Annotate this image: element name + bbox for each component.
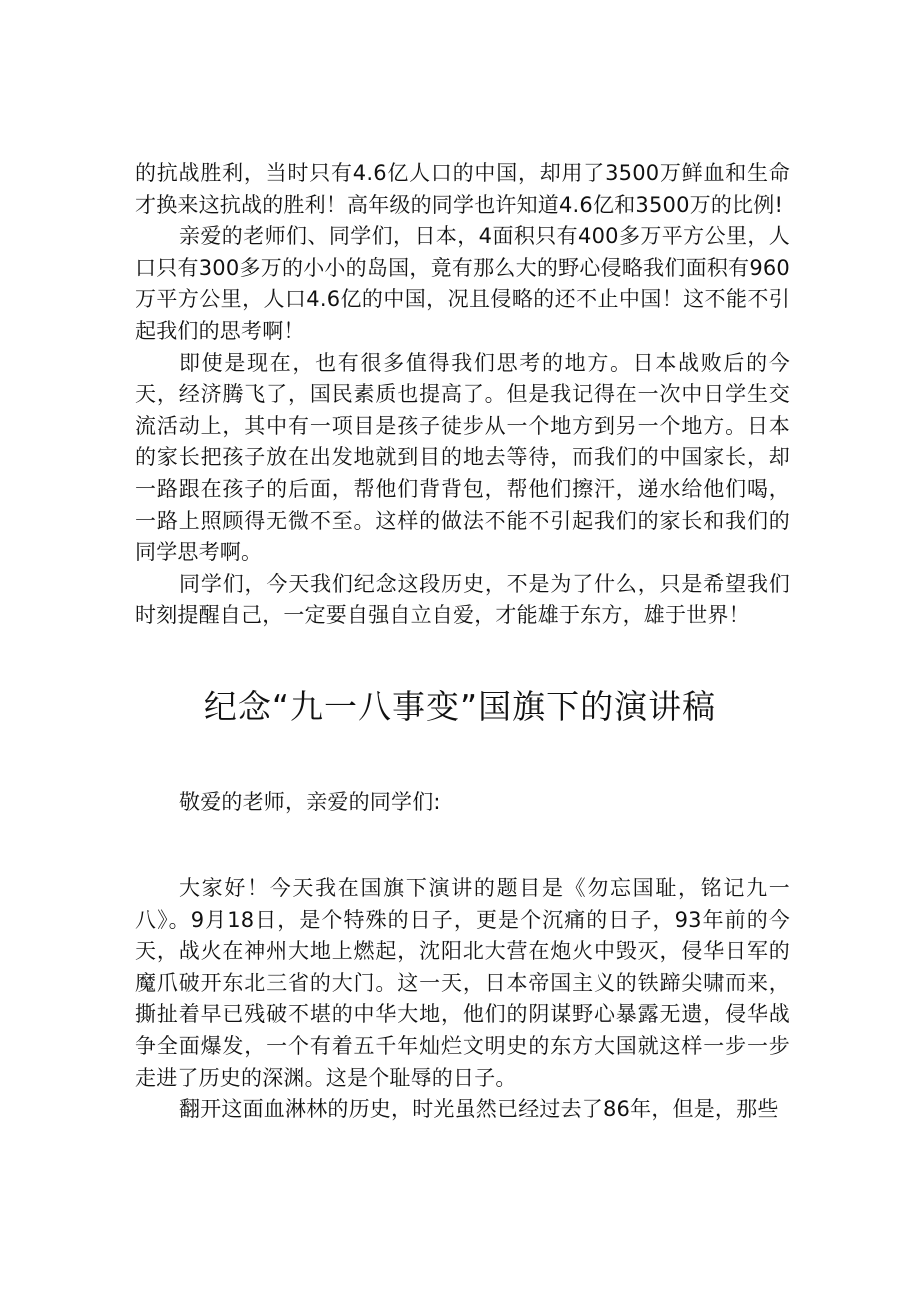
speech-title: 纪念“九一八事变”国旗下的演讲稿 <box>203 687 717 726</box>
salutation: 敬爱的老师，亲爱的同学们: <box>179 790 441 814</box>
paragraph: 的抗战胜利，当时只有4.6亿人口的中国，却用了3500万鲜血和生命才换来这抗战的胜利！高年级的同学也许知道4.6亿和3500万的比例! <box>135 161 790 217</box>
speech-body <box>135 873 790 1126</box>
paragraph: 亲爱的老师们、同学们，日本，4面积只有400多万平方公里，人口只有300多万的小小的岛国，竟有那么大的野心侵略我们面积有960万平方公里，人口4.6亿的中国，况且侵略的还不止中国！这不能不引起我们的思考啊！ <box>135 224 790 343</box>
salutation-block <box>135 787 790 819</box>
paragraph: 翻开这面血淋林的历史，时光虽然已经过去了86年，但是，那些 <box>179 1097 779 1122</box>
paragraph: 同学们，今天我们纪念这段历史，不是为了什么，只是希望我们时刻提醒自己，一定要自强自立自爱，才能雄于东方，雄于世界！ <box>135 571 790 628</box>
paragraph: 即使是现在，也有很多值得我们思考的地方。日本战败后的今天，经济腾飞了，国民素质也提高了。但是我记得在一次中日学生交流活动上，其中有一项目是孩子徒步从一个地方到另一个地方。日本的家长把孩子放在出发地就到目的地去等待，而我们的中国家长，却一路跟在孩子的后面，帮他们背背包，帮他们擦汗，递水给他们喝，一路上照顾得无微不至。这样的做法不能不引起我们的家长和我们的同学思考啊。 <box>135 350 790 565</box>
paragraph: 大家好！今天我在国旗下演讲的题目是《勿忘国耻，铭记九一八》。9月18日，是个特殊的日子，更是个沉痛的日子，93年前的今天，战火在神州大地上燃起，沈阳北大营在炮火中毁灭，侵华日军的魔爪破开东北三省的大门。这一天，日本帝国主义的铁蹄尖啸而来，撕扯着早已残破不堪的中华大地，他们的阴谋野心暴露无遗，侵华战争全面爆发，一个有着五千年灿烂文明史的东方大国就这样一步一步走进了历史的深渊。这是个耻辱的日子。 <box>135 876 790 1090</box>
previous-speech-text <box>135 158 790 632</box>
